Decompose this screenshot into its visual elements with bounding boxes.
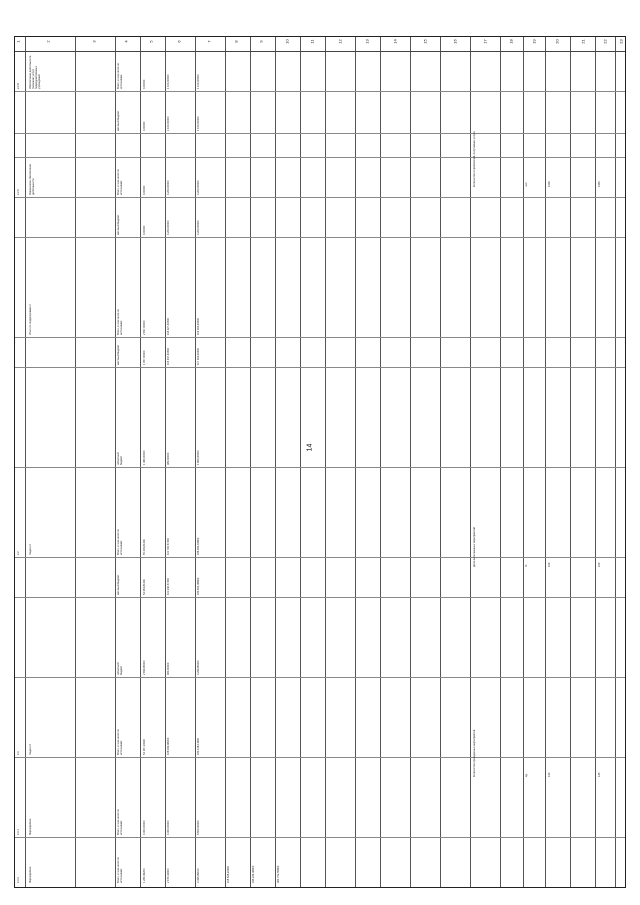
row-value: 1 480,00000 <box>143 450 146 465</box>
column-rule <box>25 37 26 887</box>
row-source: Всего, в том числе по источникам: <box>117 62 123 89</box>
column-rule <box>275 37 276 887</box>
row-value: 4 200,00000 <box>167 220 170 235</box>
row-name: Мероприятие <box>29 818 32 835</box>
column-rule <box>195 37 196 887</box>
column-rule <box>500 37 501 887</box>
indicator-unit: чел. <box>525 182 528 187</box>
column-number: 20 <box>554 39 560 44</box>
column-number: 18 <box>508 39 514 44</box>
row-value: 345 224,38900 <box>252 865 255 883</box>
column-rule <box>595 37 596 887</box>
indicator-text: Доля выполненных мероприятий <box>473 527 476 567</box>
column-rule <box>470 37 471 887</box>
column-rule <box>225 37 226 887</box>
row-value: 3 299,80000 <box>197 660 200 675</box>
row-name: Обеспечение деятельности (оказание услуг) подведомственных учреждений <box>29 55 41 89</box>
page-number: 14 <box>306 443 314 452</box>
row-value: 1 100,00000 <box>197 116 200 131</box>
column-number: 12 <box>337 39 343 44</box>
indicator-unit: % <box>525 564 528 567</box>
row-number: 2.2 <box>17 551 20 555</box>
row-rule <box>15 133 625 134</box>
column-rule <box>355 37 356 887</box>
column-rule <box>250 37 251 887</box>
row-source: Всего, в том числе по источникам: <box>117 168 123 195</box>
column-number: 5 <box>148 40 154 43</box>
row-value: 1 100,00000 <box>197 74 200 89</box>
indicator-unit: ед. <box>525 773 528 777</box>
row-name: Мероприятие <box>29 866 32 883</box>
column-number: 8 <box>233 40 239 43</box>
row-value: 115 947,40500 <box>167 347 170 365</box>
column-number: 13 <box>364 39 370 44</box>
row-number: 2.2.8 <box>17 83 20 89</box>
column-number: 4 <box>123 40 129 43</box>
row-value: 1 280,46200 <box>143 868 146 883</box>
row-value: 166 904,18800 <box>197 537 200 555</box>
row-value: 116 327,40500 <box>167 317 170 335</box>
column-number: 14 <box>392 39 398 44</box>
row-value: 163 128,11600 <box>197 737 200 755</box>
row-value: 2 155,42900 <box>167 868 170 883</box>
column-number: 2 <box>45 40 51 43</box>
indicator-target: 100 <box>598 562 601 567</box>
row-source: Всего, в том числе по источникам: <box>117 856 123 883</box>
row-source: местный бюджет <box>117 344 120 365</box>
row-value: 118 528,20900 <box>227 865 230 883</box>
row-value: 54 187,13300 <box>143 739 146 755</box>
row-rule <box>15 337 625 338</box>
row-number: 2.2.9 <box>17 189 20 195</box>
row-rule <box>15 757 625 758</box>
row-source: местный бюджет <box>117 574 120 595</box>
row-value: 1 100,00000 <box>167 74 170 89</box>
row-name: Финансовое обеспечение деятельности <box>29 164 35 195</box>
column-number: 19 <box>531 39 537 44</box>
row-value: 4 300,00000 <box>143 820 146 835</box>
row-name: Итого по подпрограмме 2 <box>29 304 32 335</box>
row-value: 463 752,59800 <box>277 865 280 883</box>
row-rule <box>15 597 625 598</box>
column-rule <box>615 37 616 887</box>
row-source: областной бюджет <box>117 452 123 465</box>
row-value: 1 357,00000 <box>143 350 146 365</box>
budget-table <box>14 36 626 888</box>
column-rule <box>380 37 381 887</box>
row-rule <box>15 157 625 158</box>
row-value: 108 940,98300 <box>167 737 170 755</box>
row-source: Всего, в том числе по источникам: <box>117 528 123 555</box>
column-rule <box>165 37 166 887</box>
column-number: 21 <box>580 39 586 44</box>
column-rule <box>523 37 524 887</box>
header-row <box>15 37 625 52</box>
row-value: 3 435,89100 <box>197 868 200 883</box>
row-value: 163 604,38800 <box>197 577 200 595</box>
row-value: 55 203,61400 <box>143 539 146 555</box>
indicator-target: 125 <box>598 772 601 777</box>
row-value: 2 837,00000 <box>143 320 146 335</box>
row-source: Всего, в том числе по источникам: <box>117 308 123 335</box>
row-rule <box>15 237 625 238</box>
row-source: местный бюджет <box>117 110 120 131</box>
row-value: 0,00000 <box>143 225 146 235</box>
row-value: 380,00000 <box>167 452 170 465</box>
column-number: 9 <box>258 40 264 43</box>
row-name: Задача 2 <box>29 544 32 555</box>
row-value: 1 100,00000 <box>167 116 170 131</box>
row-source: местный бюджет <box>117 214 120 235</box>
row-value: 117 304,40500 <box>197 347 200 365</box>
row-value: 2 839,80000 <box>143 660 146 675</box>
row-value: 0,00000 <box>143 79 146 89</box>
column-number: 10 <box>284 39 290 44</box>
row-value: 8 600,00000 <box>197 820 200 835</box>
column-rule <box>545 37 546 887</box>
column-number: 22 <box>602 39 608 44</box>
row-value: 4 200,00000 <box>167 180 170 195</box>
row-name: Задача 3 <box>29 744 32 755</box>
indicator-base: 120 <box>548 772 551 777</box>
column-number: 1 <box>15 40 21 43</box>
row-rule <box>15 677 625 678</box>
row-number: 2.3.2 <box>17 877 20 883</box>
column-rule <box>115 37 116 887</box>
row-value: 4 200,00000 <box>197 220 200 235</box>
row-rule <box>15 557 625 558</box>
column-number: 16 <box>452 39 458 44</box>
row-value: 460,00000 <box>167 662 170 675</box>
row-number: 2.3.1 <box>17 829 20 835</box>
column-number: 15 <box>422 39 428 44</box>
indicator-target: 1350 <box>598 181 601 187</box>
row-source: областной бюджет <box>117 662 123 675</box>
column-number: 7 <box>206 40 212 43</box>
indicator-base: 100 <box>548 562 551 567</box>
row-source: Всего, в том числе по источникам: <box>117 728 123 755</box>
column-rule <box>440 37 441 887</box>
column-number: 6 <box>176 40 182 43</box>
row-value: 4 300,00000 <box>167 820 170 835</box>
column-number: 23 <box>618 39 624 44</box>
column-rule <box>75 37 76 887</box>
row-value: 111 240,57400 <box>167 578 170 595</box>
column-number: 17 <box>482 39 488 44</box>
row-value: 119 164,40500 <box>197 317 200 335</box>
column-number: 3 <box>91 40 97 43</box>
indicator-base: 1200 <box>548 181 551 187</box>
row-value: 1 860,00000 <box>197 450 200 465</box>
row-rule <box>15 467 625 468</box>
row-rule <box>15 837 625 838</box>
column-rule <box>140 37 141 887</box>
row-rule <box>15 91 625 92</box>
row-value: 111 700,57400 <box>167 538 170 555</box>
row-value: 4 200,00000 <box>197 180 200 195</box>
indicator-text: Количество проведенных мероприятий <box>473 729 476 777</box>
row-value: 0,00000 <box>143 185 146 195</box>
column-rule <box>300 37 301 887</box>
row-number: 2.3 <box>17 751 20 755</box>
indicator-text: Количество потребителей, получивших услуги <box>473 131 476 187</box>
column-rule <box>570 37 571 887</box>
row-rule <box>15 197 625 198</box>
column-number: 11 <box>309 39 315 44</box>
column-rule <box>325 37 326 887</box>
row-value: 52 363,81400 <box>143 579 146 595</box>
row-value: 0,00000 <box>143 121 146 131</box>
column-rule <box>410 37 411 887</box>
row-source: Всего, в том числе по источникам: <box>117 808 123 835</box>
row-rule <box>15 367 625 368</box>
